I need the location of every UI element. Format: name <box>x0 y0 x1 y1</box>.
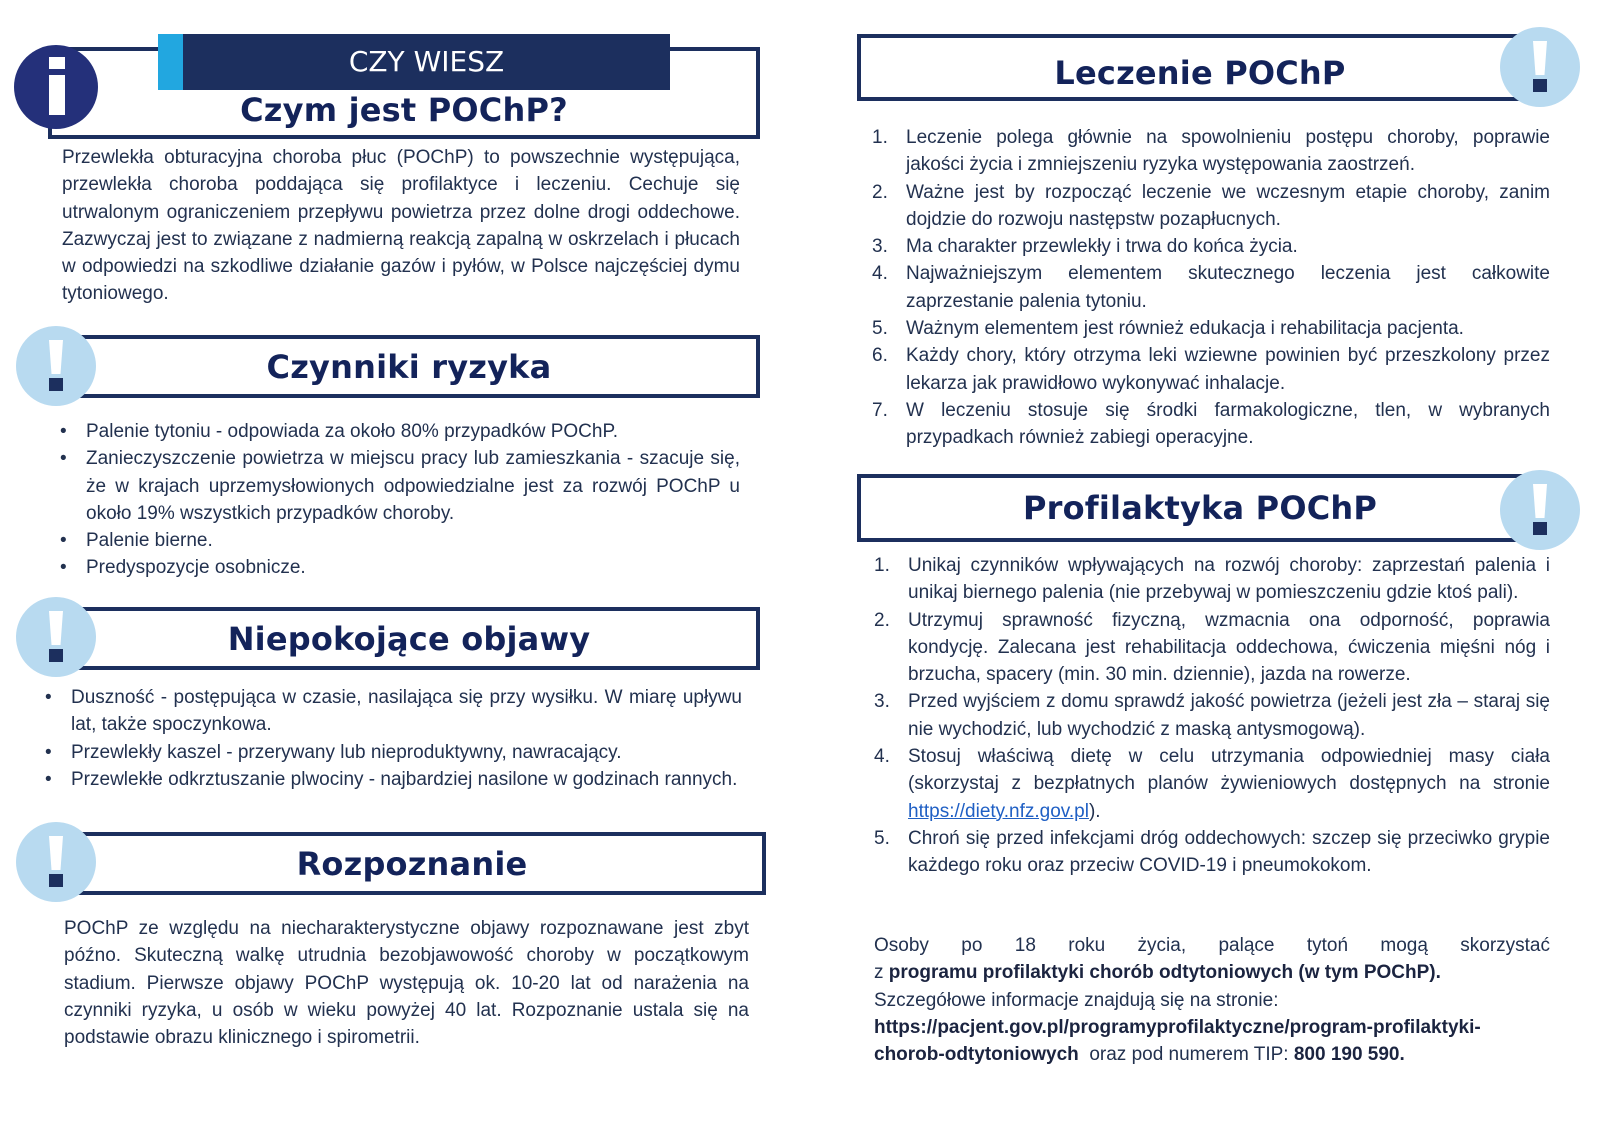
list-item: 5. Ważnym elementem jest również edukacja i rehabilitacja pacjenta. <box>872 318 1464 340</box>
list-item: • Duszność - postępująca w czasie, nasilająca się przy wysiłku. W miarę upływu lat, także spoczynkowa. <box>45 684 742 739</box>
banner-label: CZY WIESZ <box>348 45 505 78</box>
program-info-line3: Szczegółowe informacje znajdują się na stronie: <box>874 989 1279 1011</box>
risk-factors-header-box <box>58 335 760 398</box>
list-item: 3. Przed wyjściem z domu sprawdź jakość powietrza (jeżeli jest zła – staraj się nie wychodzić, lub wychodzić z maską antysmogową). <box>874 691 1550 740</box>
info-icon <box>14 45 98 129</box>
list-item: 2. Ważne jest by rozpocząć leczenie we wczesnym etapie choroby, zanim dojdzie do rozwoju następstw pozapłucnych. <box>872 181 1550 230</box>
list-item: 4. Stosuj właściwą dietę w celu utrzymania odpowiedniej masy ciała (skorzystaj z bezpłatnych planów żywieniowych dostępnych na stronie https://diety.nfz.gov.pl). <box>874 746 1550 822</box>
list-item: • Przewlekły kaszel - przerywany lub nieproduktywny, nawracający. <box>45 739 742 766</box>
list-item: 6. Każdy chory, który otrzyma leki wziewne powinien być przeszkolony przez lekarza jak prawidłowo wykonywać inhalacje. <box>872 345 1550 394</box>
program-info-line2: z programu profilaktyki chorób odtytoniowych (w tym POChP). <box>874 962 1441 984</box>
list-item: • Palenie bierne. <box>60 527 740 554</box>
treatment-list <box>872 124 1550 452</box>
exclamation-icon <box>16 326 96 406</box>
treatment-header-box <box>857 34 1543 101</box>
program-info-line1: Osoby po 18 roku życia, palące tytoń mogą skorzystać <box>874 935 1550 956</box>
list-item: 2. Utrzymuj sprawność fizyczną, wzmacnia ona odporność, poprawia kondycję. Zalecana jest rehabilitacja oddechowa, ćwiczenia mięśni nóg i brzucha, spacery (min. 30 min. dziennie), jazda na rowerze. <box>874 609 1550 686</box>
prevention-title: Profilaktyka POChP <box>1022 489 1378 527</box>
what-is-copd-title: Czym jest POChP? <box>240 91 568 129</box>
list-item: • Zanieczyszczenie powietrza w miejscu pracy lub zamieszkania - szacuje się, że w krajach uprzemysłowionych odpowiedzialne jest za rozwój POChP u około 19% wszystkich przypadków choroby. <box>60 445 740 527</box>
did-you-know-banner <box>158 34 670 90</box>
program-info: Osoby po 18 roku życia, palące tytoń mogą skorzystać z programu profilaktyki chorób odtytoniowych (w tym POChP). Szczegółowe informacje znajdują się na stronie: https://pacjent.gov.pl/programyprofilaktyczne/program-profilaktyki- chorob-odtytoniowych oraz pod numerem TIP: 800 190 590. <box>874 932 1550 1068</box>
list-item: 5. Chroń się przed infekcjami dróg oddechowych: szczep się przeciwko grypie każdego roku oraz przeciw COVID-19 i pneumokokom. <box>874 827 1550 877</box>
tip-number: 800 190 590. <box>1293 1044 1405 1066</box>
treatment-title: Leczenie POChP <box>1054 53 1346 92</box>
symptoms-header-box <box>58 607 760 670</box>
list-item: 7. W leczeniu stosuje się środki farmakologiczne, tlen, w wybranych przypadkach również zabiegi operacyjne. <box>872 399 1550 449</box>
list-item: 1. Leczenie polega głównie na spowolnieniu postępu choroby, poprawie jakości życia i zmniejszeniu ryzyka występowania zaostrzeń. <box>872 127 1550 176</box>
exclamation-icon <box>1500 27 1580 107</box>
what-is-copd-text: Przewlekła obturacyjna choroba płuc (POChP) to powszechnie występująca, przewlekła choroba poddająca się profilaktyce i leczeniu. Cechuje się utrwalonym ograniczeniem przepływu powietrza przez dolne drogi oddechowe. Zazwyczaj jest to związane z nadmierną reakcją zapalną w oskrzelach i płucach w odpowiedzi na szkodliwe działanie gazów i pyłów, w Polsce najczęściej dymu tytoniowego. <box>62 147 740 305</box>
exclamation-icon <box>1500 470 1580 550</box>
list-item: 3. Ma charakter przewlekły i trwa do końca życia. <box>872 236 1298 258</box>
list-item: 4. Najważniejszym elementem skutecznego leczenia jest całkowite zaprzestanie palenia tytoniu. <box>872 263 1550 312</box>
exclamation-icon <box>16 822 96 902</box>
exclamation-icon <box>16 597 96 677</box>
diagnosis-title: Rozpoznanie <box>296 844 528 883</box>
list-item: 1. Unikaj czynników wpływających na rozwój choroby: zaprzestań palenia i unikaj biernego palenia (nie przebywaj w pomieszczeniu gdzie ktoś pali). <box>874 555 1550 604</box>
list-item: • Predyspozycje osobnicze. <box>60 554 740 581</box>
risk-factors-list <box>60 418 740 582</box>
prevention-list <box>874 552 1550 880</box>
prevention-header-box <box>857 474 1543 542</box>
diet-link[interactable]: https://diety.nfz.gov.pl <box>908 800 1089 822</box>
banner-accent-stripe <box>158 34 183 90</box>
list-item: • Palenie tytoniu - odpowiada za około 80% przypadków POChP. <box>60 418 740 445</box>
program-url-part2[interactable]: chorob-odtytoniowych <box>874 1044 1079 1066</box>
diagnosis-text: POChP ze względu na niecharakterystyczne objawy rozpoznawane jest zbyt późno. Skuteczną walkę utrudnia bezobjawowość choroby w początkowym stadium. Pierwsze objawy POChP występują ok. 10-20 lat od narażenia na czynniki ryzyka, u osób w wieku powyżej 40 lat. Rozpoznanie ustala się na podstawie obrazu klinicznego i spirometrii. <box>64 918 749 1049</box>
symptoms-list <box>45 684 742 793</box>
program-url-part1[interactable]: https://pacjent.gov.pl/programyprofilaktyczne/program-profilaktyki- <box>874 1016 1481 1038</box>
list-item: • Przewlekłe odkrztuszanie plwociny - najbardziej nasilone w godzinach rannych. <box>45 766 742 793</box>
symptoms-title: Niepokojące objawy <box>227 619 591 658</box>
program-name: programu profilaktyki chorób odtytoniowych (w tym POChP). <box>888 962 1441 984</box>
diagnosis-header-box <box>58 832 766 895</box>
risk-factors-title: Czynniki ryzyka <box>266 347 552 386</box>
